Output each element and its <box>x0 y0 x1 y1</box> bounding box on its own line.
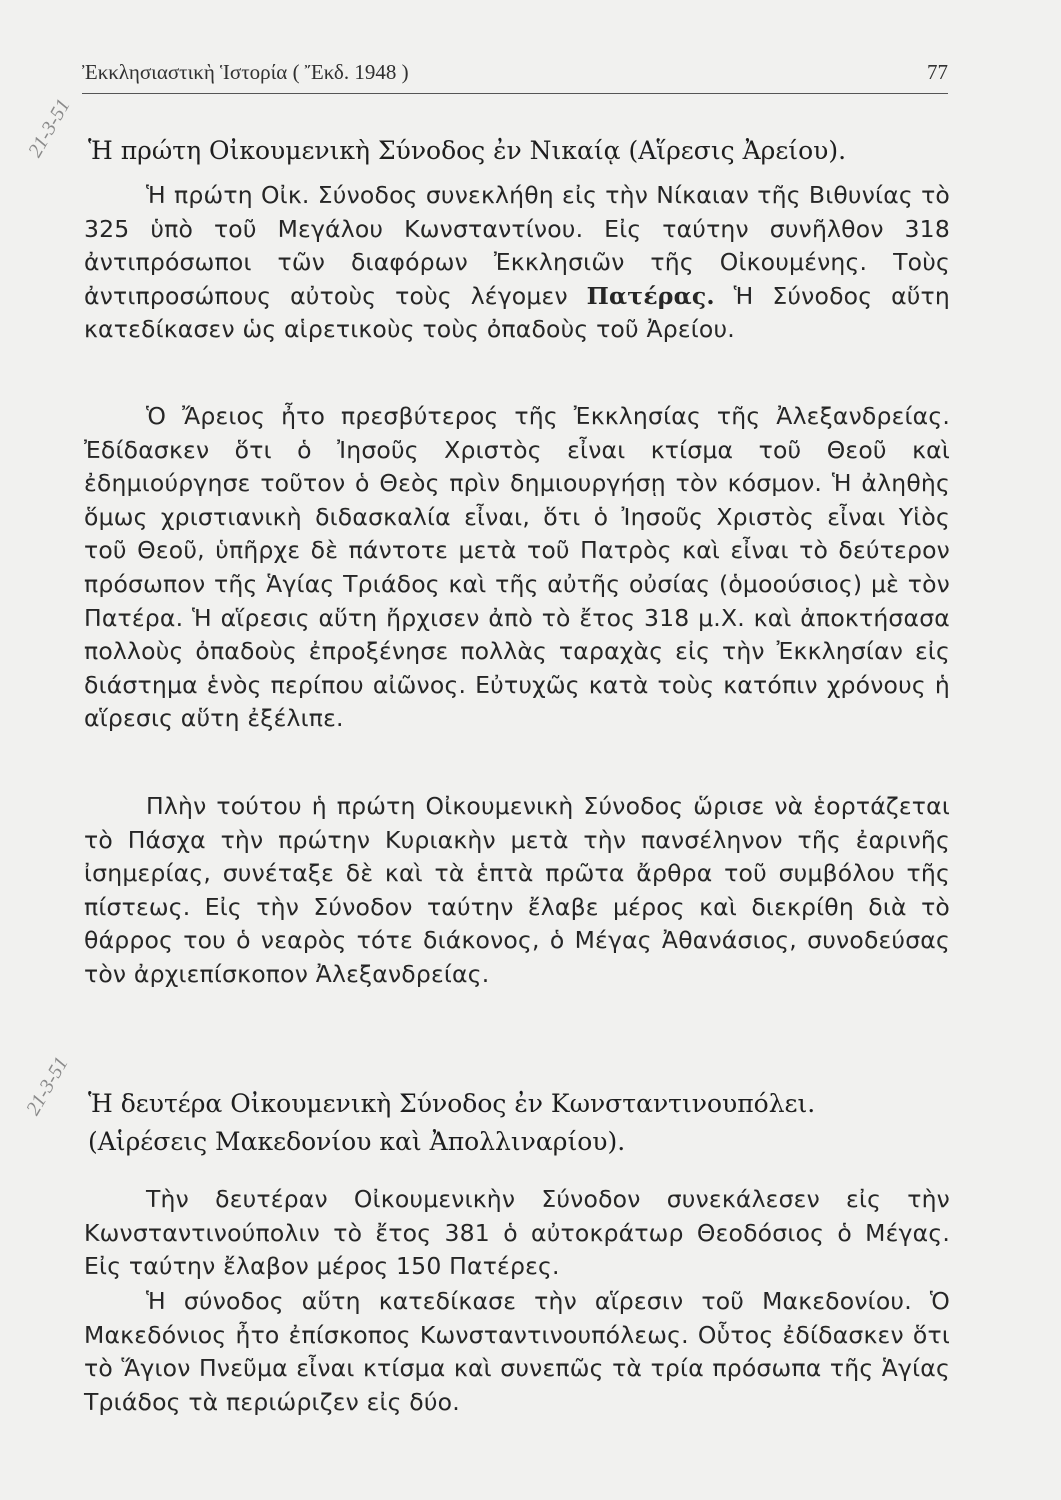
header-rule <box>82 93 948 94</box>
section1-paragraph-1 <box>84 179 950 347</box>
section1-p1-text-a: Ἡ πρώτη Οἰκ. Σύνοδος συνεκλήθη εἰς τὴν Νίκαιαν τῆς Βιθυνίας τὸ 325 ὑπὸ τοῦ Μεγάλου Κωνσταντίνου. Εἰς ταύτην συνῆλθον 318 ἀντιπρόσωποι τῶν διαφόρων Ἐκκλησιῶν τῆς Οἰκουμένης. Τοὺς ἀντιπροσώπους αὐτοὺς τοὺς λέγομεν <box>84 181 950 310</box>
page-number: 77 <box>927 60 948 84</box>
section1-p1-text-b: Ἡ Σύνοδος αὕτη κατεδίκασεν ὡς αἱρετικοὺς τοὺς ὀπαδοὺς τοῦ Ἀρείου. <box>84 281 950 344</box>
section1-p1-bold: Πατέρας. <box>586 281 715 310</box>
section1-title: Ἡ πρώτη Οἰκουμενικὴ Σύνοδος ἐν Νικαίᾳ (Αἵρεσις Ἀρείου). <box>88 136 847 165</box>
margin-note-2: 21-3-51 <box>22 1053 73 1119</box>
section2-paragraph-2: Ἡ σύνοδος αὕτη κατεδίκασε τὴν αἵρεσιν τοῦ Μακεδονίου. Ὁ Μακεδόνιος ἦτο ἐπίσκοπος Κωνσταντινουπόλεως. Οὗτος ἐδίδασκεν ὅτι τὸ Ἅγιον Πνεῦμα εἶναι κτίσμα καὶ συνεπῶς τὰ τρία πρόσωπα τῆς Ἁγίας Τριάδος τὰ περιώριζεν εἰς δύο. <box>84 1287 950 1416</box>
running-header <box>82 60 948 85</box>
section2-title-line-1: Ἡ δευτέρα Οἰκουμενικὴ Σύνοδος ἐν Κωνσταντινουπόλει. <box>88 1089 816 1118</box>
running-title: Ἐκκλησιαστικὴ Ἱστορία ( Ἔκδ. 1948 ) <box>82 60 409 84</box>
section1-paragraph-3: Πλὴν τούτου ἡ πρώτη Οἰκουμενικὴ Σύνοδος ὥρισε νὰ ἑορτάζεται τὸ Πάσχα τὴν πρώτην Κυριακὴν μετὰ τὴν πανσέληνον τῆς ἐαρινῆς ἰσημερίας, συνέταξε δὲ καὶ τὰ ἑπτὰ πρῶτα ἄρθρα τοῦ συμβόλου τῆς πίστεως. Εἰς τὴν Σύνοδον ταύτην ἔλαβε μέρος καὶ διεκρίθη διὰ τὸ θάρρος του ὁ νεαρὸς τότε διάκονος, ὁ Μέγας Ἀθανάσιος, συνοδεύσας τὸν ἀρχιεπίσκοπον Ἀλεξανδρείας. <box>84 792 950 988</box>
section2-paragraph-1: Τὴν δευτέραν Οἰκουμενικὴν Σύνοδον συνεκάλεσεν εἰς τὴν Κωνσταντινούπολιν τὸ ἔτος 381 ὁ αὐτοκράτωρ Θεοδόσιος ὁ Μέγας. Εἰς ταύτην ἔλαβον μέρος 150 Πατέρες. <box>84 1185 950 1281</box>
section2-title-line-2: (Αἱρέσεις Μακεδονίου καὶ Ἀπολλιναρίου). <box>88 1127 626 1156</box>
margin-note-1: 21-3-51 <box>24 95 75 161</box>
section1-paragraph-2: Ὁ Ἄρειος ἦτο πρεσβύτερος τῆς Ἐκκλησίας τῆς Ἀλεξανδρείας. Ἐδίδασκεν ὅτι ὁ Ἰησοῦς Χριστὸς εἶναι κτίσμα τοῦ Θεοῦ καὶ ἐδημιούργησε τοῦτον ὁ Θεὸς πρὶν δημιουργήσῃ τὸν κόσμον. Ἡ ἀληθὴς ὅμως χριστιανικὴ διδασκαλία εἶναι, ὅτι ὁ Ἰησοῦς Χριστὸς εἶναι Υἱὸς τοῦ Θεοῦ, ὑπῆρχε δὲ πάντοτε μετὰ τοῦ Πατρὸς καὶ εἶναι τὸ δεύτερον πρόσωπον τῆς Ἁγίας Τριάδος καὶ τῆς αὐτῆς οὐσίας (ὁμοούσιος) μὲ τὸν Πατέρα. Ἡ αἵρεσις αὕτη ἤρχισεν ἀπὸ τὸ ἔτος 318 μ.Χ. καὶ ἀποκτήσασα πολλοὺς ὀπαδοὺς ἐπροξένησε πολλὰς ταραχὰς εἰς τὴν Ἐκκλησίαν εἰς διάστημα ἑνὸς περίπου αἰῶνος. Εὐτυχῶς κατὰ τοὺς κατόπιν χρόνους ἡ αἵρεσις αὕτη ἐξέλιπε. <box>84 402 950 733</box>
